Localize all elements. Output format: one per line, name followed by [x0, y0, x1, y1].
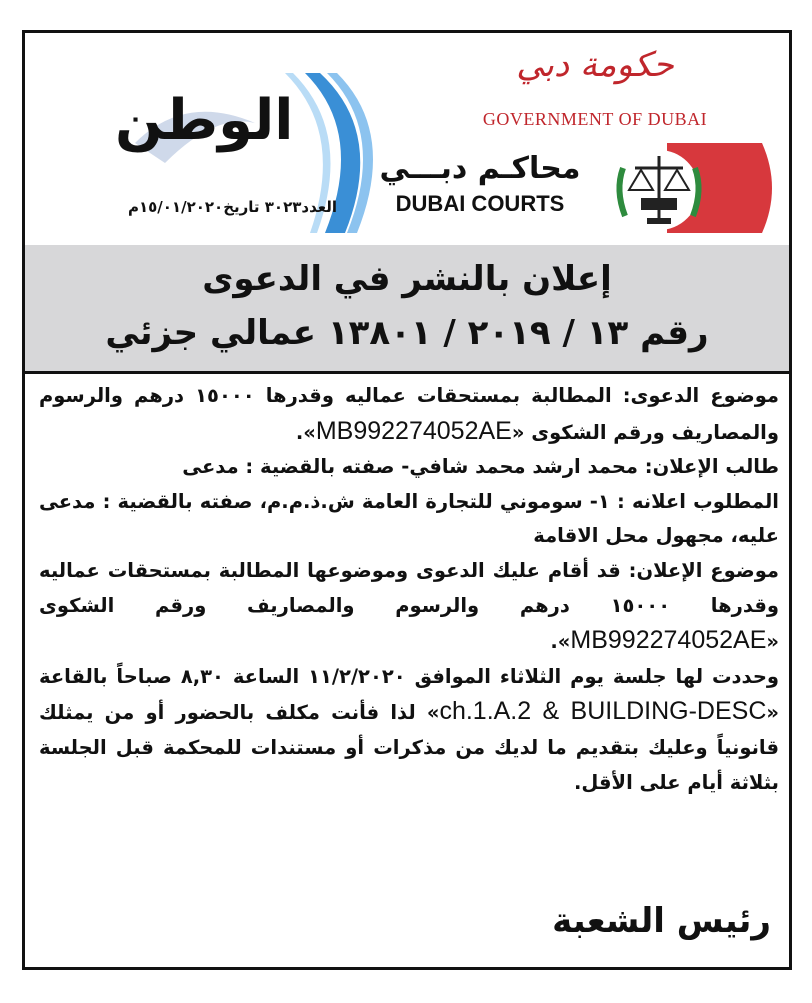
- title-band: [25, 245, 789, 374]
- notice-title: إعلان بالنشر في الدعوى: [202, 259, 612, 299]
- respondent: المطلوب اعلانه : ١- سوموني للتجارة العامة ش.ذ.م.م، صفته بالقضية : مدعى عليه، مجهول محل الاقامة: [39, 489, 779, 548]
- courts-name-english: DUBAI COURTS: [395, 191, 565, 216]
- notice-body: [39, 379, 779, 800]
- government-logo-arabic: حكومة دبي: [516, 45, 674, 85]
- complaint-code: MB992274052AE: [570, 626, 767, 655]
- government-logo-english: GOVERNMENT OF DUBAI: [482, 109, 708, 129]
- newspaper-logo: الوطن: [115, 88, 294, 153]
- case-number: رقم ١٣ / ٢٠١٩ / ١٣٨٠١ عمالي جزئي: [105, 313, 709, 353]
- courtroom-code: ch.1.A.2 & BUILDING-DESC: [439, 697, 767, 726]
- issue-date-line: العدد٣٠٢٣ تاريخ١٥/٠١/٢٠٢٠م: [127, 198, 337, 216]
- notice-subject: موضوع الإعلان: قد أقام عليك الدعوى وموضوعها المطالبة بمستحقات عماليه وقدرها ١٥٠٠٠ درهم والرسوم والمصاريف ورقم الشكوى «MB992274052AE».: [39, 558, 780, 655]
- dubai-courts-emblem: [597, 138, 777, 238]
- signature: رئيس الشعبة: [552, 901, 771, 941]
- requester: طالب الإعلان: محمد ارشد محمد شافي- صفته بالقضية : مدعى: [182, 455, 779, 479]
- header: [25, 33, 789, 243]
- advertisement-frame: [22, 30, 792, 970]
- courts-name-arabic: محاكـم دبـــي: [379, 151, 581, 186]
- complaint-code: MB992274052AE: [315, 416, 512, 445]
- case-subject: موضوع الدعوى: المطالبة بمستحقات عماليه وقدرها ١٥٠٠٠ درهم والرسوم والمصاريف ورقم الشكوى «MB992274052AE».: [39, 384, 779, 445]
- hearing-details: وحددت لها جلسة يوم الثلاثاء الموافق ١١/٢/٢٠٢٠ الساعة ٨,٣٠ صباحاً بالقاعة «ch.1.A.2 & BUILDING-DESC» لذا فأنت مكلف بالحضور أو من يمثلك قانونياً وعليك بتقديم ما لديك من مذكرات أو مستندات للمحكمة قبل الجلسة بثلاثة أيام على الأقل.: [39, 664, 780, 794]
